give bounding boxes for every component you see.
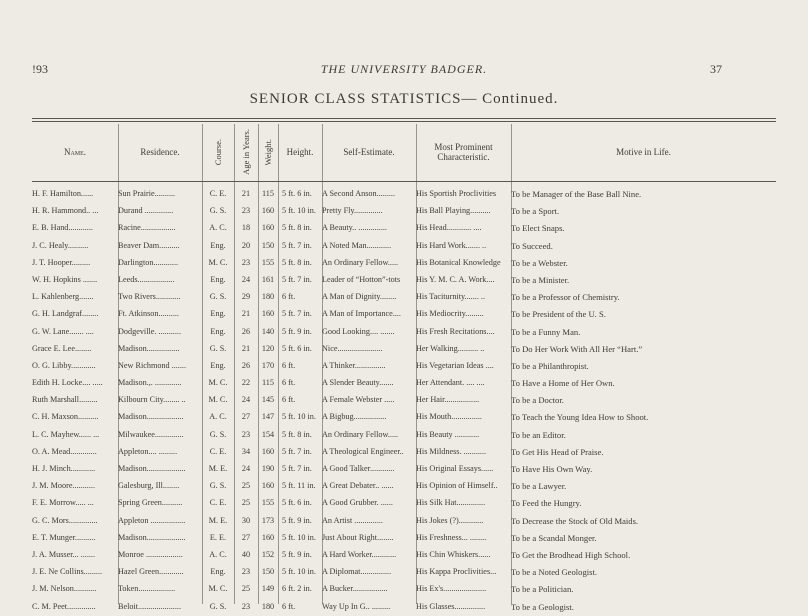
cell-height: 6 ft. xyxy=(282,378,296,388)
table-header xyxy=(32,124,776,180)
cell-self-estimate: A Man of Importance.... xyxy=(322,309,401,319)
cell-age: 34 xyxy=(241,446,251,456)
cell-course: M. E. xyxy=(208,464,228,473)
cell-course: Eng. xyxy=(210,274,226,284)
cell-name: H. R. Hammond.. ... xyxy=(32,206,99,216)
cell-residence: Monroe .................. xyxy=(118,549,183,559)
cell-self-estimate: Pretty Fly.............. xyxy=(322,206,383,216)
cell-weight: 140 xyxy=(261,326,275,336)
cell-residence: Durand .............. xyxy=(118,206,174,216)
cell-characteristic: His Ball Playing.......... xyxy=(416,206,491,216)
cell-name: O. G. Libby............ xyxy=(32,360,96,370)
cell-height: 6 ft. xyxy=(282,292,296,302)
header-residence: Residence. xyxy=(140,147,180,157)
cell-age: 24 xyxy=(241,395,251,405)
cell-name: G. C. Mors.............. xyxy=(32,515,98,525)
cell-weight: 145 xyxy=(261,395,275,405)
cell-residence: Racine................. xyxy=(118,223,176,233)
cell-course: Eng. xyxy=(210,240,226,250)
cell-motive: To be a Professor of Chemistry. xyxy=(511,292,620,303)
cell-weight: 120 xyxy=(261,343,275,353)
table-row xyxy=(32,186,776,203)
cell-age: 23 xyxy=(241,567,251,577)
table-body xyxy=(32,186,776,616)
cell-residence: Madison................ xyxy=(118,343,180,353)
cell-motive: To be a Geologist. xyxy=(511,601,574,612)
cell-name: J. A. Musser... ....... xyxy=(32,549,96,559)
cell-weight: 152 xyxy=(261,549,275,559)
cell-name: J. M. Nelson........... xyxy=(32,584,97,594)
header-course-cell xyxy=(202,124,234,180)
cell-self-estimate: An Ordinary Fellow..... xyxy=(322,257,399,267)
cell-motive: To Decrease the Stock of Old Maids. xyxy=(511,515,639,526)
cell-course: A. C. xyxy=(209,223,227,233)
cell-course: Eng. xyxy=(210,309,226,319)
cell-residence: Beaver Dam.......... xyxy=(118,240,180,250)
cell-weight: 115 xyxy=(262,378,274,388)
cell-characteristic: His Taciturnity....... .. xyxy=(416,292,486,302)
cell-weight: 150 xyxy=(261,240,275,250)
cell-course: E. E. xyxy=(209,532,227,542)
cell-characteristic: Her Walking.......... .. xyxy=(416,343,485,353)
cell-age: 22 xyxy=(241,378,251,388)
cell-course: G. S. xyxy=(209,292,227,302)
cell-course: A. C. xyxy=(209,549,227,559)
cell-course: C. E. xyxy=(209,189,227,198)
cell-course: Eng. xyxy=(210,567,226,577)
cell-height: 5 ft. 9 in. xyxy=(282,549,312,559)
cell-motive: To be a Minister. xyxy=(511,274,570,285)
header-rule xyxy=(32,181,776,182)
cell-name: J. C. Healy.......... xyxy=(32,240,89,250)
cell-name: E. T. Munger.......... xyxy=(32,532,96,542)
cell-self-estimate: Good Looking.... ....... xyxy=(322,326,395,336)
cell-residence: Sun Prairie.......... xyxy=(118,189,176,198)
table-row xyxy=(32,289,776,306)
cell-height: 5 ft. 7 in. xyxy=(282,274,312,284)
cell-weight: 180 xyxy=(261,292,275,302)
table-row xyxy=(32,564,776,581)
cell-name: F. E. Morrow..... ... xyxy=(32,498,94,508)
cell-name: G. H. Landgraf........ xyxy=(32,309,99,319)
cell-course: G. S. xyxy=(209,481,227,491)
cell-self-estimate: A Theological Engineer.. xyxy=(322,446,404,456)
cell-motive: To Have a Home of Her Own. xyxy=(511,378,615,389)
cell-height: 5 ft. 10 in. xyxy=(282,412,316,422)
cell-course: C. E. xyxy=(209,498,227,508)
cell-motive: To be a Doctor. xyxy=(511,395,564,406)
cell-residence: Darlington............ xyxy=(118,257,179,267)
cell-course: G. S. xyxy=(209,206,227,216)
table-row xyxy=(32,392,776,409)
cell-self-estimate: A Bigbug................ xyxy=(322,412,387,422)
header-age-cell xyxy=(234,124,258,180)
table-row xyxy=(32,581,776,598)
header-name: Name. xyxy=(63,147,87,157)
cell-self-estimate: A Noted Man............ xyxy=(322,240,392,250)
cell-height: 5 ft. 8 in. xyxy=(282,429,312,439)
cell-height: 5 ft. 7 in. xyxy=(282,464,312,473)
cell-residence: Madison................... xyxy=(118,464,186,473)
cell-self-estimate: Just About Right........ xyxy=(322,532,394,542)
table-row xyxy=(32,547,776,564)
cell-self-estimate: A Female Webster ..... xyxy=(322,395,395,405)
cell-self-estimate: Leader of “Hotton”-tots xyxy=(322,274,401,284)
cell-height: 6 ft. xyxy=(282,395,296,405)
cell-height: 5 ft. 9 in. xyxy=(282,515,312,525)
cell-motive: To be a Noted Geologist. xyxy=(511,567,598,578)
cell-self-estimate: A Thinker............... xyxy=(322,360,386,370)
cell-residence: Two Rivers............ xyxy=(118,292,181,302)
cell-characteristic: His Glasses............... xyxy=(416,601,486,611)
cell-self-estimate: A Good Talker............ xyxy=(322,464,395,473)
cell-motive: To Get the Brodhead High School. xyxy=(511,549,631,560)
cell-self-estimate: A Diplomat............... xyxy=(322,567,392,577)
cell-characteristic: Her Hair................. xyxy=(416,395,480,405)
cell-course: M. E. xyxy=(208,515,228,525)
cell-height: 5 ft. 7 in. xyxy=(282,446,312,456)
cell-characteristic: His Hard Work....... .. xyxy=(416,240,487,250)
cell-height: 6 ft. xyxy=(282,360,296,370)
cell-age: 25 xyxy=(241,498,251,508)
header-characteristic: Most Prominent Characteristic. xyxy=(434,142,493,162)
cell-residence: New Richmond ....... xyxy=(118,360,186,370)
cell-age: 23 xyxy=(241,601,251,611)
journal-title: THE UNIVERSITY BADGER. xyxy=(320,62,488,76)
cell-weight: 150 xyxy=(261,567,275,577)
cell-age: 25 xyxy=(241,584,251,594)
cell-course: M. C. xyxy=(208,378,228,388)
cell-height: 5 ft. 10 in. xyxy=(282,532,316,542)
cell-residence: Kilbourn City........ .. xyxy=(118,395,186,405)
page-number-right: 37 xyxy=(710,62,722,76)
cell-characteristic: Her Attendant. .... .... xyxy=(416,378,485,388)
cell-characteristic: His Vegetarian Ideas .... xyxy=(416,360,494,370)
cell-motive: To Teach the Young Idea How to Shoot. xyxy=(511,412,649,423)
cell-characteristic: His Opinion of Himself.. xyxy=(416,481,498,491)
header-course: Course. xyxy=(213,138,223,166)
cell-characteristic: His Ex's..................... xyxy=(416,584,487,594)
cell-weight: 160 xyxy=(261,223,275,233)
cell-self-estimate: A Good Grubber. ...... xyxy=(322,498,393,508)
cell-residence: Appleton ................. xyxy=(118,515,186,525)
cell-weight: 147 xyxy=(261,412,275,422)
cell-characteristic: His Mouth............... xyxy=(416,412,482,422)
cell-characteristic: His Jokes (?)............ xyxy=(416,515,484,525)
cell-age: 23 xyxy=(241,206,251,216)
table-row xyxy=(32,461,776,478)
cell-course: A. C. xyxy=(209,412,227,422)
cell-residence: Spring Green.......... xyxy=(118,498,183,508)
cell-residence: Madison................... xyxy=(118,532,186,542)
cell-motive: To be Manager of the Base Ball Nine. xyxy=(511,189,642,199)
cell-weight: 161 xyxy=(261,274,275,284)
cell-height: 5 ft. 6 in. xyxy=(282,189,312,198)
table-row xyxy=(32,409,776,426)
cell-height: 5 ft. 7 in. xyxy=(282,309,312,319)
cell-self-estimate: A Bucker................. xyxy=(322,584,388,594)
cell-age: 29 xyxy=(241,292,251,302)
cell-residence: Hazel Green............ xyxy=(118,567,184,577)
cell-age: 27 xyxy=(241,532,251,542)
cell-name: L. Kahlenberg....... xyxy=(32,292,94,302)
cell-motive: To Do Her Work With All Her “Hart.” xyxy=(511,343,643,354)
table-row xyxy=(32,238,776,255)
section-title: SENIOR CLASS STATISTICS— Continued. xyxy=(249,91,559,107)
cell-weight: 155 xyxy=(261,498,275,508)
header-motive: Motive in Life. xyxy=(616,147,671,157)
cell-weight: 190 xyxy=(261,464,275,473)
cell-residence: Galesburg, Ill........ xyxy=(118,481,180,491)
cell-characteristic: His Sportish Proclivities xyxy=(416,189,497,198)
cell-motive: To be a Sport. xyxy=(511,206,560,217)
cell-course: G. S. xyxy=(209,601,227,611)
cell-motive: To be a Politician. xyxy=(511,584,574,595)
cell-self-estimate: A Great Debater.. ...... xyxy=(322,481,394,491)
cell-self-estimate: An Ordinary Fellow..... xyxy=(322,429,399,439)
page-number-left: !93 xyxy=(32,62,48,76)
cell-age: 27 xyxy=(241,412,251,422)
table-row xyxy=(32,341,776,358)
cell-motive: To Feed the Hungry. xyxy=(511,498,582,509)
cell-residence: Madison.,. ............. xyxy=(118,378,182,388)
cell-weight: 154 xyxy=(261,429,275,439)
cell-weight: 160 xyxy=(261,206,275,216)
cell-motive: To Have His Own Way. xyxy=(511,464,593,474)
cell-motive: To Succeed. xyxy=(511,240,553,251)
cell-characteristic: His Head............ .... xyxy=(416,223,482,233)
cell-height: 5 ft. 11 in. xyxy=(282,481,316,491)
cell-age: 24 xyxy=(241,464,251,473)
cell-name: C. M. Peet.............. xyxy=(32,601,96,611)
cell-weight: 155 xyxy=(261,257,275,267)
cell-age: 26 xyxy=(241,360,251,370)
cell-course: Eng. xyxy=(210,360,226,370)
cell-characteristic: His Original Essays...... xyxy=(416,464,494,473)
cell-weight: 160 xyxy=(261,446,275,456)
cell-self-estimate: A Man of Dignity........ xyxy=(322,292,397,302)
cell-characteristic: His Fresh Recitations.... xyxy=(416,326,495,336)
table-row xyxy=(32,203,776,220)
cell-self-estimate: A Slender Beauty....... xyxy=(322,378,394,388)
cell-characteristic: His Mildness. ........... xyxy=(416,446,487,456)
cell-self-estimate: A Hard Worker............ xyxy=(322,549,397,559)
cell-age: 20 xyxy=(241,240,251,250)
cell-course: G. S. xyxy=(209,343,227,353)
cell-name: O. A. Mead............. xyxy=(32,446,97,456)
cell-residence: Beloit..................... xyxy=(118,601,181,611)
table-row xyxy=(32,478,776,495)
cell-name: H. F. Hamilton...... xyxy=(32,189,94,198)
cell-characteristic: His Y. M. C. A. Work.... xyxy=(416,274,495,284)
table-row xyxy=(32,220,776,237)
cell-residence: Dodgeville. ........... xyxy=(118,326,181,336)
table-row xyxy=(32,272,776,289)
table-row xyxy=(32,599,776,616)
cell-residence: Leeds.................. xyxy=(118,274,175,284)
cell-name: G. W. Lane....... .... xyxy=(32,326,94,336)
table-row xyxy=(32,513,776,530)
cell-motive: To Get His Head of Praise. xyxy=(511,446,604,457)
top-rule xyxy=(32,118,776,119)
cell-name: Edith H. Locke.... ..... xyxy=(32,378,103,388)
cell-weight: 180 xyxy=(261,601,275,611)
cell-weight: 160 xyxy=(261,309,275,319)
cell-height: 5 ft. 10 in. xyxy=(282,567,316,577)
cell-name: H. J. Minch............ xyxy=(32,464,96,473)
cell-height: 6 ft. 2 in. xyxy=(282,584,312,594)
top-rule-double xyxy=(32,121,776,122)
cell-height: 5 ft. 7 in. xyxy=(282,240,312,250)
cell-weight: 149 xyxy=(261,584,275,594)
cell-name: Ruth Marshall......... xyxy=(32,395,98,405)
cell-age: 21 xyxy=(241,309,251,319)
table-row xyxy=(32,324,776,341)
cell-age: 24 xyxy=(241,274,251,284)
cell-characteristic: His Chin Whiskers...... xyxy=(416,549,491,559)
table-row xyxy=(32,255,776,272)
cell-age: 23 xyxy=(241,257,251,267)
cell-motive: To be a Lawyer. xyxy=(511,481,567,492)
cell-height: 5 ft. 6 in. xyxy=(282,343,312,353)
header-self-estimate: Self-Estimate. xyxy=(343,147,395,157)
cell-characteristic: His Botanical Knowledge xyxy=(416,257,501,267)
table-row xyxy=(32,427,776,444)
table-row xyxy=(32,358,776,375)
cell-name: L. C. Mayhew...... ... xyxy=(32,429,100,439)
cell-height: 5 ft. 9 in. xyxy=(282,326,312,336)
cell-residence: Milwaukee.............. xyxy=(118,429,184,439)
cell-name: Grace E. Lee........ xyxy=(32,343,92,353)
cell-age: 21 xyxy=(241,343,251,353)
cell-weight: 115 xyxy=(262,189,274,198)
cell-age: 23 xyxy=(241,429,251,439)
header-weight: Weight. xyxy=(263,138,273,166)
statistics-table xyxy=(32,124,776,612)
cell-motive: To Elect Snaps. xyxy=(511,223,565,234)
cell-characteristic: His Beauty ............ xyxy=(416,429,480,439)
cell-residence: Token.................. xyxy=(118,584,176,594)
cell-characteristic: His Mediocrity......... xyxy=(416,309,484,319)
cell-name: W. H. Hopkins ....... xyxy=(32,274,98,284)
cell-age: 26 xyxy=(241,326,251,336)
cell-course: M. C. xyxy=(208,584,228,594)
cell-motive: To be President of the U. S. xyxy=(511,309,606,320)
cell-weight: 170 xyxy=(261,360,275,370)
cell-name: J. M. Moore........... xyxy=(32,481,95,491)
cell-course: M. C. xyxy=(208,257,228,267)
cell-age: 21 xyxy=(241,189,251,198)
header-height: Height. xyxy=(286,147,314,157)
cell-weight: 160 xyxy=(261,532,275,542)
cell-name: C. H. Maxson.......... xyxy=(32,412,99,422)
cell-self-estimate: A Beauty.. .............. xyxy=(322,223,387,233)
cell-height: 5 ft. 10 in. xyxy=(282,206,316,216)
cell-weight: 160 xyxy=(261,481,275,491)
cell-course: M. C. xyxy=(208,395,228,405)
cell-age: 18 xyxy=(241,223,251,233)
cell-age: 30 xyxy=(241,515,251,525)
cell-self-estimate: A Second Anson......... xyxy=(322,189,396,198)
table-row xyxy=(32,530,776,547)
table-row xyxy=(32,444,776,461)
cell-course: Eng. xyxy=(210,326,226,336)
cell-age: 40 xyxy=(241,549,251,559)
cell-self-estimate: Nice...................... xyxy=(322,343,383,353)
cell-course: G. S. xyxy=(209,429,227,439)
cell-residence: Appleton.... ......... xyxy=(118,446,178,456)
table-row xyxy=(32,495,776,512)
cell-weight: 173 xyxy=(261,515,275,525)
cell-name: J. E. Ne Collins......... xyxy=(32,567,103,577)
cell-self-estimate: Way Up In G.. ......... xyxy=(322,601,391,611)
table-row xyxy=(32,375,776,392)
cell-residence: Ft. Atkinson.......... xyxy=(118,309,179,319)
cell-residence: Madison.................. xyxy=(118,412,184,422)
cell-self-estimate: An Artist .............. xyxy=(322,515,383,525)
cell-motive: To be a Webster. xyxy=(511,257,568,268)
cell-motive: To be an Editor. xyxy=(511,429,566,440)
cell-characteristic: His Kappa Proclivities... xyxy=(416,567,497,577)
cell-height: 5 ft. 8 in. xyxy=(282,257,312,267)
cell-height: 5 ft. 6 in. xyxy=(282,498,312,508)
cell-name: E. B. Hand............ xyxy=(32,223,93,233)
cell-height: 6 ft. xyxy=(282,601,296,611)
cell-height: 5 ft. 8 in. xyxy=(282,223,312,233)
header-weight-cell xyxy=(258,124,278,180)
cell-motive: To be a Philanthropist. xyxy=(511,360,589,371)
table-row xyxy=(32,306,776,323)
cell-motive: To be a Scandal Monger. xyxy=(511,532,597,543)
cell-motive: To be a Funny Man. xyxy=(511,326,581,337)
cell-course: C. E. xyxy=(209,446,227,456)
header-age: Age in Years. xyxy=(241,129,251,175)
cell-age: 25 xyxy=(241,481,251,491)
cell-characteristic: His Silk Hat.............. xyxy=(416,498,486,508)
cell-characteristic: His Freshness... ........ xyxy=(416,532,487,542)
cell-name: J. T. Hooper......... xyxy=(32,257,91,267)
running-head xyxy=(0,62,808,78)
